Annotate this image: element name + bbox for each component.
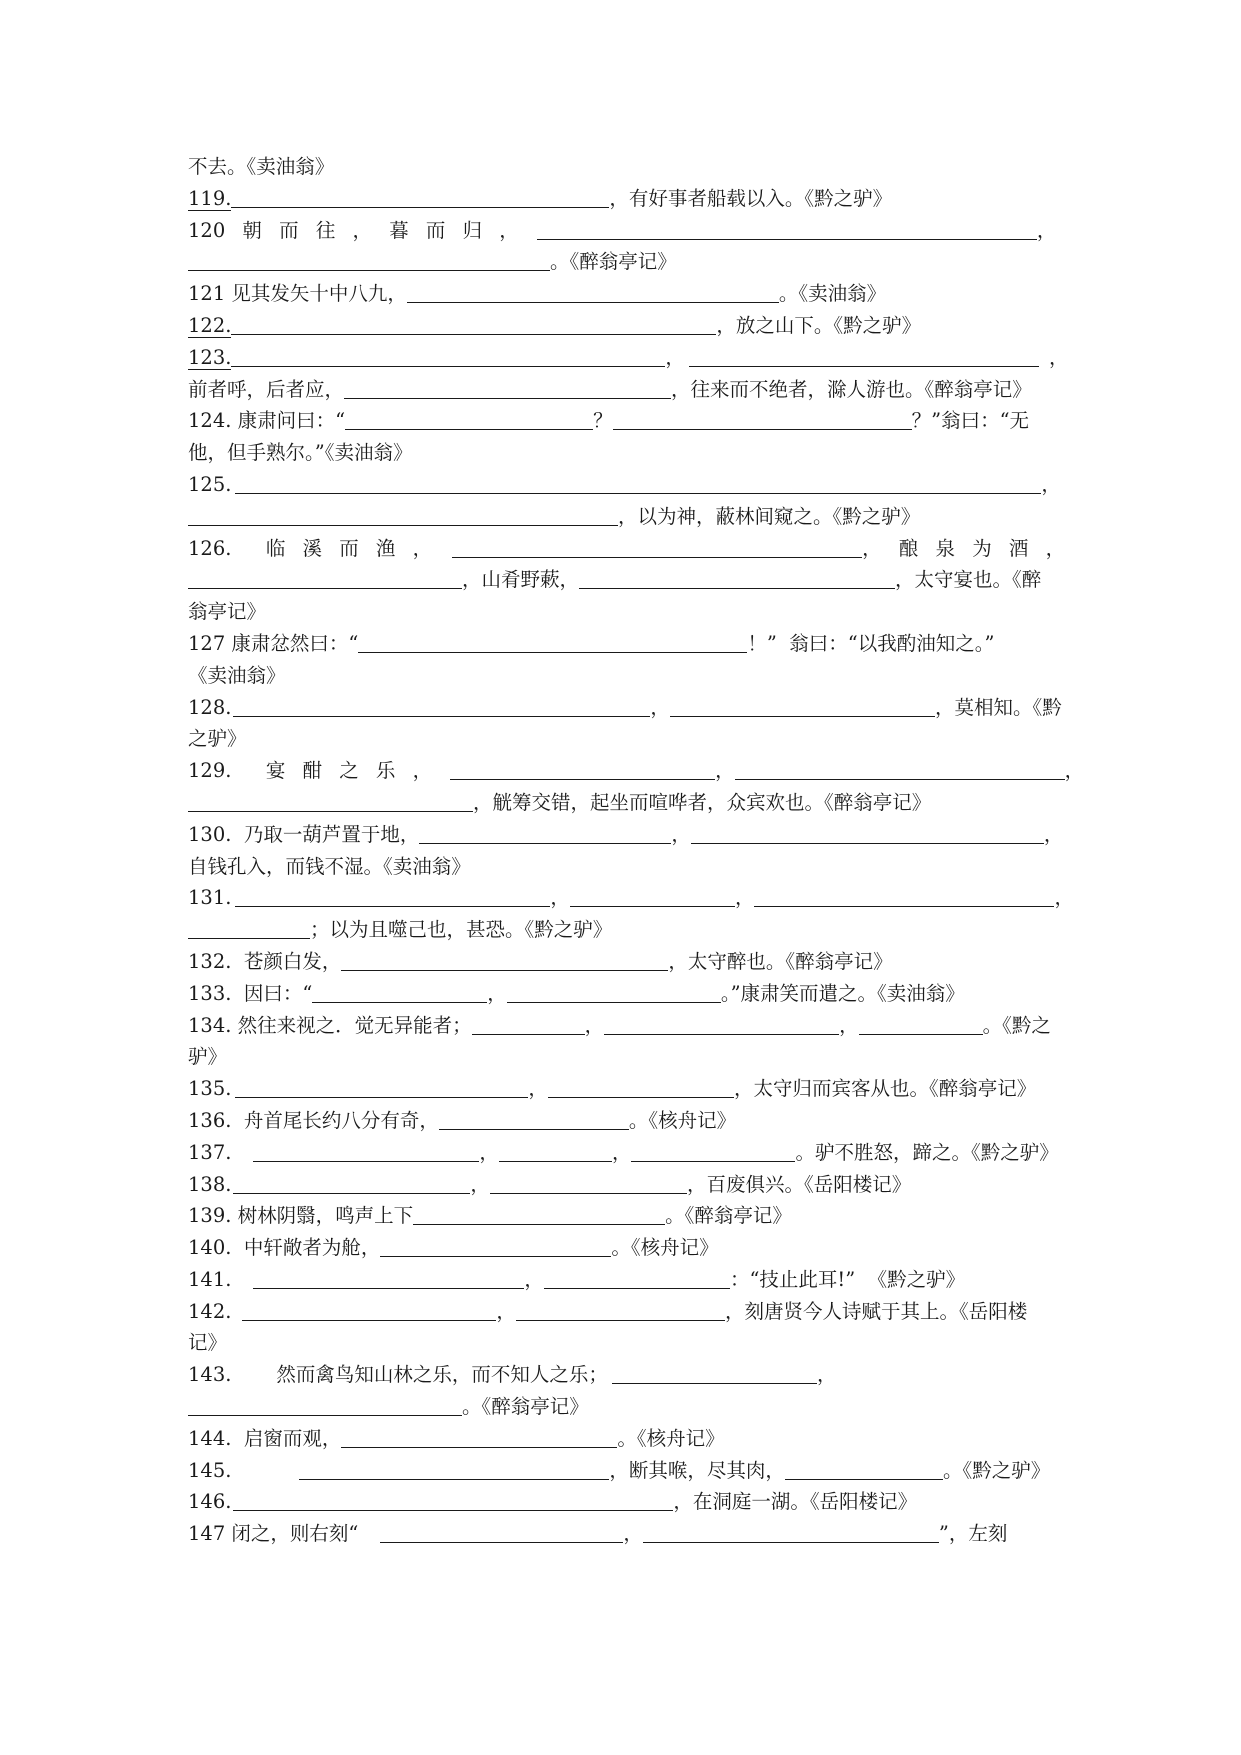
line-text: 126. 临 溪 而 渔 ， bbox=[188, 536, 433, 560]
exercise-line bbox=[188, 723, 1088, 755]
question-number: 145. bbox=[188, 1458, 232, 1482]
answer-blank bbox=[691, 823, 1044, 844]
exercise-line bbox=[188, 183, 1088, 215]
line-text: 129. 宴 酣 之 乐 ， bbox=[188, 759, 433, 783]
line-text: 。《核舟记》 bbox=[617, 1426, 725, 1450]
exercise-line bbox=[188, 755, 1088, 787]
line-text: 他，但手熟尔。”《卖油翁》 bbox=[188, 441, 413, 465]
line-text: ，放之山下。《黔之驴》 bbox=[716, 313, 922, 337]
exercise-line bbox=[188, 564, 1088, 596]
exercise-line bbox=[188, 1200, 1088, 1232]
exercise-line bbox=[188, 215, 1088, 247]
line-text: 。《醉翁亭记》 bbox=[665, 1204, 792, 1228]
answer-blank bbox=[643, 1522, 939, 1543]
exercise-line bbox=[188, 787, 1088, 819]
line-text: ，觥筹交错，起坐而喧哗者，众宾欢也。《醉翁亭记》 bbox=[473, 790, 932, 814]
exercise-line bbox=[188, 1105, 1088, 1137]
exercise-line bbox=[188, 692, 1088, 724]
answer-blank bbox=[419, 823, 671, 844]
answer-blank bbox=[604, 1014, 839, 1035]
line-text: ，有好事者船载以入。《黔之驴》 bbox=[609, 186, 893, 210]
line-text: ，断其喉，尽其肉， bbox=[609, 1458, 785, 1482]
answer-blank bbox=[490, 1173, 687, 1194]
line-text: ， bbox=[1043, 822, 1064, 846]
exercise-list bbox=[188, 151, 1088, 1550]
exercise-line bbox=[188, 978, 1088, 1010]
exercise-line bbox=[188, 1264, 1088, 1296]
line-text: ， bbox=[665, 345, 685, 369]
line-text: 不去。《卖油翁》 bbox=[188, 155, 335, 178]
question-number: 137. bbox=[188, 1140, 232, 1164]
answer-blank bbox=[345, 409, 593, 430]
exercise-line bbox=[188, 1169, 1088, 1201]
line-text: ， bbox=[524, 1267, 544, 1291]
exercise-line bbox=[188, 437, 1088, 469]
answer-blank bbox=[253, 1268, 524, 1289]
answer-blank bbox=[548, 1077, 734, 1098]
answer-blank bbox=[570, 886, 735, 907]
answer-blank bbox=[613, 409, 912, 430]
line-text: 。《醉翁亭记》 bbox=[462, 1395, 589, 1419]
answer-blank bbox=[188, 505, 618, 526]
exercise-line bbox=[188, 1518, 1088, 1550]
answer-blank bbox=[341, 1427, 617, 1448]
line-text: 136. 舟首尾长约八分有奇， bbox=[188, 1108, 439, 1132]
exercise-line bbox=[188, 851, 1088, 883]
exercise-line bbox=[188, 628, 1088, 660]
line-text: ，莫相知。《黔 bbox=[934, 695, 1062, 719]
exercise-line bbox=[188, 596, 1088, 628]
line-text: 。《核舟记》 bbox=[611, 1236, 719, 1260]
question-number: 122. bbox=[188, 313, 232, 337]
answer-blank bbox=[380, 1522, 623, 1543]
line-text: ， bbox=[816, 1363, 837, 1387]
line-text: ， bbox=[479, 1140, 499, 1164]
line-text: ？ bbox=[593, 409, 613, 433]
line-text: ，山肴野蔌， bbox=[462, 568, 580, 592]
line-text: ， bbox=[550, 886, 570, 910]
line-text: ， bbox=[715, 759, 735, 783]
line-text: ， bbox=[1036, 218, 1057, 242]
line-text: ， bbox=[623, 1522, 643, 1546]
exercise-line bbox=[188, 342, 1088, 374]
line-text: 。《黔之 bbox=[982, 1013, 1051, 1037]
line-text: 139. 树林阴翳，鸣声上下 bbox=[188, 1204, 414, 1228]
exercise-line bbox=[188, 1010, 1088, 1042]
exercise-line bbox=[188, 1455, 1088, 1487]
line-text: ？”翁曰：“无 bbox=[911, 409, 1030, 433]
question-number: 131. bbox=[188, 886, 232, 910]
question-number: 146. bbox=[188, 1490, 232, 1514]
line-text: ， bbox=[671, 822, 691, 846]
answer-blank bbox=[242, 1300, 496, 1321]
line-text: 。《卖油翁》 bbox=[778, 282, 887, 306]
exercise-line bbox=[188, 946, 1088, 978]
answer-blank bbox=[754, 886, 1054, 907]
answer-blank bbox=[413, 1204, 665, 1225]
line-text: ，在洞庭一湖。《岳阳楼记》 bbox=[673, 1490, 918, 1514]
question-number: 119. bbox=[188, 186, 232, 210]
line-text: ， 酿 泉 为 酒 ， bbox=[862, 536, 1066, 560]
answer-blank bbox=[231, 314, 716, 335]
question-number: 141. bbox=[188, 1267, 232, 1291]
line-text: ， bbox=[611, 1140, 632, 1164]
answer-blank bbox=[233, 696, 650, 717]
line-text: ！” 翁曰：“以我酌油知之。” bbox=[747, 631, 995, 655]
answer-blank bbox=[188, 918, 310, 939]
answer-blank bbox=[544, 1268, 730, 1289]
line-text: 124. 康肃问曰：“ bbox=[188, 409, 346, 433]
exercise-line bbox=[188, 246, 1088, 278]
line-text: ， bbox=[650, 695, 670, 719]
line-text: 《卖油翁》 bbox=[188, 663, 286, 687]
answer-blank bbox=[231, 187, 609, 208]
line-text: 127 康肃忿然曰：“ bbox=[188, 631, 359, 655]
line-text: ， bbox=[1048, 345, 1069, 369]
answer-blank bbox=[785, 1459, 943, 1480]
line-text: ， bbox=[528, 1077, 548, 1101]
line-text: ”，左刻 bbox=[938, 1522, 1008, 1546]
exercise-line bbox=[188, 819, 1088, 851]
answer-blank bbox=[235, 473, 1041, 494]
answer-blank bbox=[452, 537, 862, 558]
exercise-line bbox=[188, 1359, 1088, 1391]
answer-blank bbox=[579, 568, 895, 589]
answer-blank bbox=[859, 1014, 983, 1035]
answer-blank bbox=[188, 791, 473, 812]
question-number: 123. bbox=[188, 345, 232, 369]
answer-blank bbox=[380, 1236, 611, 1257]
line-text: ，太守醉也。《醉翁亭记》 bbox=[668, 949, 893, 973]
exercise-line bbox=[188, 1232, 1088, 1264]
answer-blank bbox=[231, 346, 665, 367]
line-text: 。《醉翁亭记》 bbox=[550, 250, 677, 274]
answer-blank bbox=[299, 1459, 609, 1480]
exercise-line bbox=[188, 1296, 1088, 1328]
line-text: 134. 然往来视之．觉无异能者； bbox=[188, 1013, 472, 1037]
answer-blank bbox=[188, 568, 462, 589]
line-text: 120 朝 而 往 ， 暮 而 归 ， bbox=[188, 218, 519, 242]
question-number: 125. bbox=[188, 472, 232, 496]
line-text: 前者呼，后者应， bbox=[188, 377, 345, 401]
answer-blank bbox=[233, 1173, 470, 1194]
answer-blank bbox=[439, 1109, 629, 1130]
answer-blank bbox=[358, 632, 747, 653]
question-number: 143. bbox=[188, 1363, 232, 1387]
line-text: ， bbox=[1041, 472, 1061, 496]
line-text: ， bbox=[1054, 886, 1074, 910]
exercise-line bbox=[188, 405, 1088, 437]
line-text: 然而禽鸟知山林之乐，而不知人之乐； bbox=[276, 1363, 608, 1387]
question-number: 142. bbox=[188, 1299, 232, 1323]
line-text: ， bbox=[584, 1013, 605, 1037]
answer-blank bbox=[450, 759, 715, 780]
exercise-line bbox=[188, 882, 1088, 914]
answer-blank bbox=[312, 982, 487, 1003]
line-text: 144. 启窗而观， bbox=[188, 1426, 342, 1450]
line-text: ，刻唐贤今人诗赋于其上。《岳阳楼 bbox=[724, 1299, 1028, 1323]
answer-blank bbox=[188, 1395, 462, 1416]
line-text: 。《黔之驴》 bbox=[942, 1458, 1051, 1482]
question-number: 135. bbox=[188, 1077, 232, 1101]
answer-blank bbox=[235, 886, 550, 907]
answer-blank bbox=[341, 950, 668, 971]
line-text: ，百废俱兴。《岳阳楼记》 bbox=[686, 1172, 912, 1196]
line-text: 132. 苍颜白发， bbox=[188, 949, 342, 973]
line-text: 121 见其发矢十中八九， bbox=[188, 282, 407, 306]
line-text: ， bbox=[1064, 759, 1085, 783]
answer-blank bbox=[516, 1300, 725, 1321]
line-text: ， bbox=[487, 981, 507, 1005]
answer-blank bbox=[499, 1141, 612, 1162]
exercise-line bbox=[188, 660, 1088, 692]
exercise-line bbox=[188, 1041, 1088, 1073]
line-text: 。《核舟记》 bbox=[628, 1108, 737, 1132]
line-text: 自钱孔入，而钱不湿。《卖油翁》 bbox=[188, 854, 471, 878]
exercise-line bbox=[188, 1486, 1088, 1518]
exercise-line bbox=[188, 151, 1088, 183]
line-text: 133. 因曰：“ bbox=[188, 981, 313, 1005]
line-text: ， bbox=[496, 1299, 516, 1323]
question-number: 138. bbox=[188, 1172, 232, 1196]
exercise-line bbox=[188, 1391, 1088, 1423]
line-text: ，往来而不绝者，滁人游也。《醉翁亭记》 bbox=[671, 377, 1032, 401]
line-text: ， bbox=[839, 1013, 859, 1037]
line-text: ：“技止此耳!” 《黔之驴》 bbox=[729, 1267, 966, 1291]
answer-blank bbox=[472, 1014, 585, 1035]
question-number: 128. bbox=[188, 695, 232, 719]
exercise-line bbox=[188, 1423, 1088, 1455]
line-text: ， bbox=[734, 886, 755, 910]
line-text: 记》 bbox=[188, 1331, 228, 1355]
line-text: 140. 中轩敞者为舱， bbox=[188, 1236, 381, 1260]
line-text: 147 闭之，则右刻“ bbox=[188, 1522, 359, 1546]
line-text: ，太守宴也。《醉 bbox=[895, 568, 1042, 592]
line-text: 。驴不胜怒，蹄之。《黔之驴》 bbox=[795, 1140, 1059, 1164]
answer-blank bbox=[735, 759, 1065, 780]
exercise-line bbox=[188, 914, 1088, 946]
line-text: 130. 乃取一葫芦置于地， bbox=[188, 822, 420, 846]
line-text: ；以为且噬己也，甚恐。《黔之驴》 bbox=[310, 918, 613, 942]
exercise-line bbox=[188, 278, 1088, 310]
answer-blank bbox=[689, 346, 1039, 367]
answer-blank bbox=[253, 1141, 479, 1162]
line-text: 。”康肃笑而遣之。《卖油翁》 bbox=[720, 981, 965, 1005]
answer-blank bbox=[631, 1141, 795, 1162]
answer-blank bbox=[188, 250, 550, 271]
exercise-line bbox=[188, 533, 1088, 565]
exercise-line bbox=[188, 374, 1088, 406]
exercise-line bbox=[188, 1327, 1088, 1359]
exercise-line bbox=[188, 1137, 1088, 1169]
answer-blank bbox=[233, 1490, 673, 1511]
answer-blank bbox=[507, 982, 721, 1003]
answer-blank bbox=[407, 282, 779, 303]
line-text: ， bbox=[470, 1172, 490, 1196]
line-text: ，以为神，蔽林间窥之。《黔之驴》 bbox=[618, 504, 921, 528]
answer-blank bbox=[235, 1077, 528, 1098]
line-text: 之驴》 bbox=[188, 727, 247, 751]
line-text: ，太守归而宾客从也。《醉翁亭记》 bbox=[733, 1077, 1037, 1101]
line-text: 翁亭记》 bbox=[188, 600, 267, 624]
answer-blank bbox=[612, 1363, 817, 1384]
answer-blank bbox=[670, 696, 935, 717]
exercise-line bbox=[188, 469, 1088, 501]
exercise-line bbox=[188, 1073, 1088, 1105]
exercise-line bbox=[188, 310, 1088, 342]
exercise-line bbox=[188, 501, 1088, 533]
answer-blank bbox=[537, 219, 1037, 240]
line-text: 驴》 bbox=[188, 1045, 228, 1069]
answer-blank bbox=[344, 378, 671, 399]
